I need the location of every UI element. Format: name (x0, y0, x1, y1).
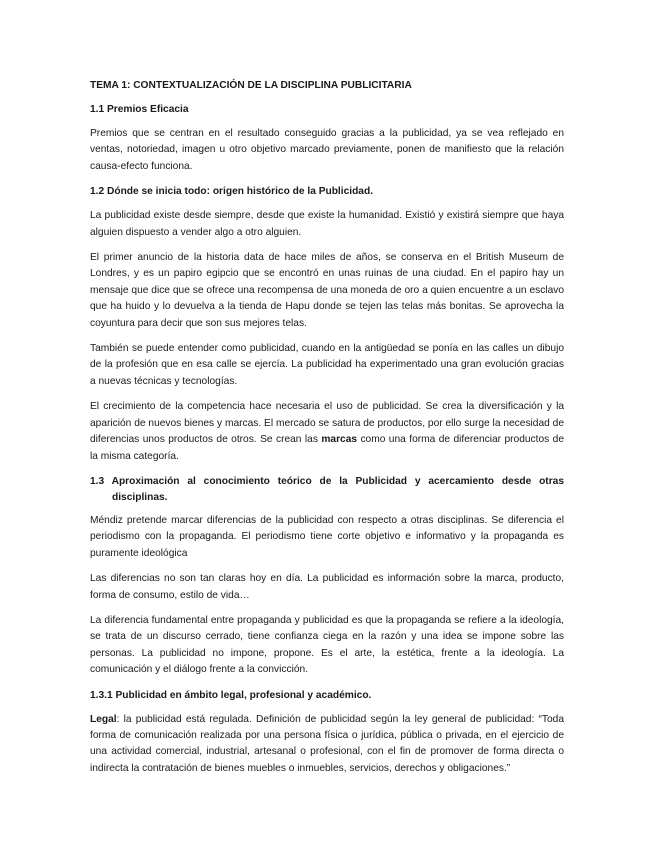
paragraph (90, 399, 564, 465)
document-page (90, 78, 564, 786)
paragraph: La diferencia fundamental entre propaganda y publicidad es que la propaganda se refiere a la ideología, se trata de un discurso cerrado, tiene confianza ciega en la razón y una idea se impone sobre las personas. La publicidad no impone, propone. Es el arte, la estética, frente a la ideología. La comunicación y el diálogo frente a la convicción. (90, 614, 564, 676)
main-heading: TEMA 1: CONTEXTUALIZACIÓN DE LA DISCIPLINA PUBLICITARIA (90, 80, 412, 91)
paragraph: Méndiz pretende marcar diferencias de la publicidad con respecto a otras disciplinas. Se diferencia el periodismo con la propaganda. El periodismo tiene corte objetivo e informativo y la propaganda es puramente ideológica (90, 514, 564, 559)
section-heading-1-2: 1.2 Dónde se inicia todo: origen histórico de la Publicidad. (90, 186, 374, 198)
text-run: como una forma de diferenciar productos de la misma categoría. (90, 434, 564, 462)
paragraph: Premios que se centran en el resultado conseguido gracias a la publicidad, ya se vea reflejado en ventas, notoriedad, imagen u otro objetivo marcado previamente, ponen de manifiesto que la relación causa-efecto funciona. (90, 128, 564, 172)
bold-term-marcas: marcas (321, 434, 358, 446)
section-heading-1-3-1: 1.3.1 Publicidad en ámbito legal, profesional y académico. (90, 689, 372, 701)
text-run: El crecimiento de la competencia hace necesaria el uso de publicidad. Se crea la diversificación y la aparición de nuevos bienes y marcas. El mercado se satura de productos, por ello surge la necesidad de diferencias unos productos de otros. Se crean las (90, 401, 564, 446)
paragraph (90, 712, 564, 778)
bold-term-legal: Legal (90, 713, 117, 725)
paragraph: También se puede entender como publicidad, cuando en la antigüedad se ponía en las calles un dibujo de la profesión que en esa calle se ejercía. La publicidad ha experimentado una gran evolución gracias a nuevas técnicas y tecnologías. (90, 343, 564, 387)
section-heading-1-3: 1.3 Aproximación al conocimiento teórico de la Publicidad y acercamiento desde otras disciplinas. (90, 475, 564, 503)
text-run: : la publicidad está regulada. Definición de publicidad según la ley general de publicidad: “Toda forma de comunicación realizada por una persona física o jurídica, pública o privada, en el ejercicio de una actividad comercial, industrial, artesanal o profesional, con el fin de promover de forma directa o indirecta la contratación de bienes muebles o inmuebles, servicios, derechos y obligaciones.” (90, 713, 564, 774)
paragraph: Las diferencias no son tan claras hoy en día. La publicidad es información sobre la marca, producto, forma de consumo, estilo de vida… (90, 573, 564, 601)
section-heading-1-1: 1.1 Premios Eficacia (90, 104, 189, 115)
paragraph: La publicidad existe desde siempre, desde que existe la humanidad. Existió y existirá siempre que haya alguien dispuesto a vender algo a otro alguien. (90, 210, 564, 238)
paragraph: El primer anuncio de la historia data de hace miles de años, se conserva en el British Museum de Londres, y es un papiro egipcio que se encontró en unas ruinas de una ciudad. En el papiro hay un mensaje que dice que se ofrece una recompensa de una moneda de oro a quien encuentre a un esclavo que ha huido y lo devuelva a la tienda de Hapu donde se tejen las telas más bonitas. Se aprovecha la coyuntura para decir que son sus mejores telas. (90, 252, 564, 329)
